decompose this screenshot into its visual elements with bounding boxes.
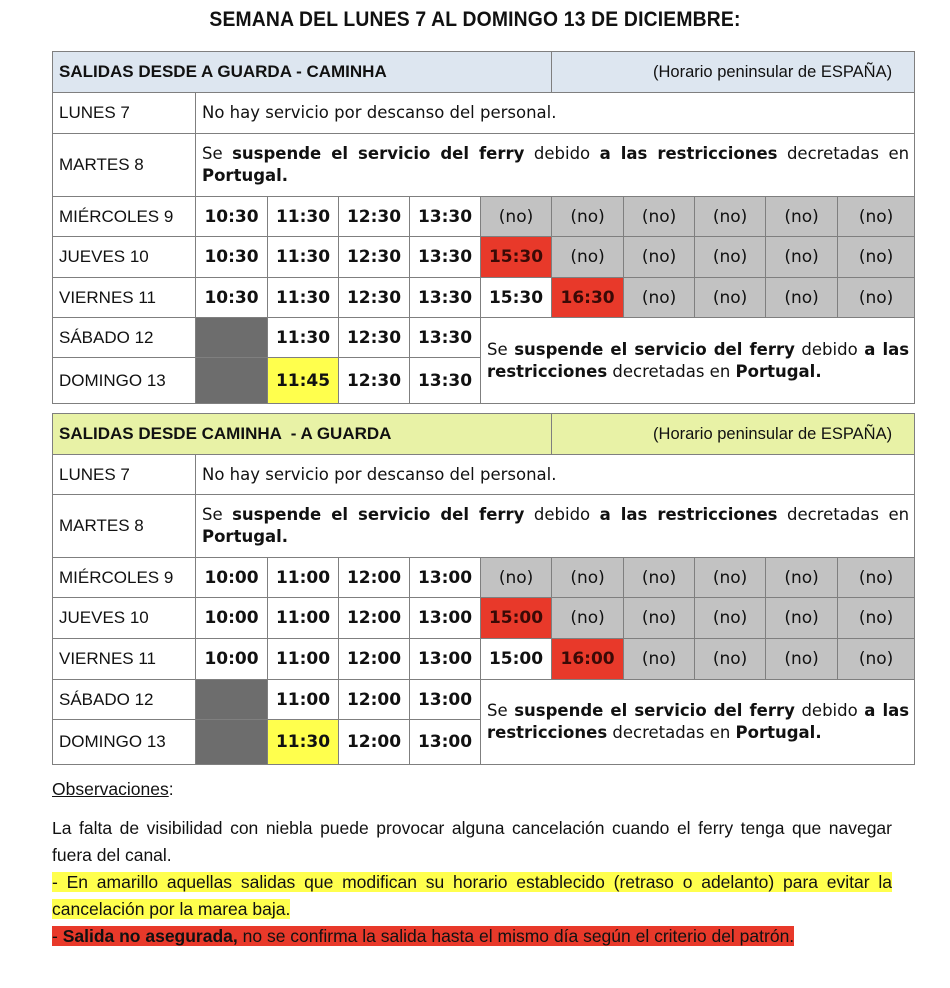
departure-time: 11:30 — [268, 278, 339, 318]
no-departure: (no) — [766, 598, 838, 639]
day-label: LUNES 7 — [53, 455, 196, 495]
departure-time: 11:00 — [268, 558, 339, 598]
departure-time: 12:30 — [339, 318, 410, 358]
unconfirmed-departure: 15:00 — [481, 598, 552, 639]
no-departure: (no) — [695, 278, 766, 318]
no-departure: (no) — [552, 598, 624, 639]
table-row — [53, 680, 915, 720]
blocked-slot — [196, 358, 268, 404]
no-departure: (no) — [624, 558, 695, 598]
departure-time: 15:00 — [481, 639, 552, 680]
table-row — [53, 134, 915, 197]
suspension-message: Se suspende el servicio del ferry debido a las restricciones decretadas en Portugal. — [196, 134, 915, 197]
departure-time: 15:30 — [481, 278, 552, 318]
modified-departure: 11:30 — [268, 720, 339, 765]
departure-time: 11:00 — [268, 598, 339, 639]
departure-time: 11:30 — [268, 197, 339, 237]
no-departure: (no) — [695, 558, 766, 598]
table-row — [53, 639, 915, 680]
departure-time: 13:00 — [410, 680, 481, 720]
no-departure: (no) — [838, 598, 915, 639]
weekend-suspension-message: Se suspende el servicio del ferry debido a las restricciones decretadas en Portugal. — [481, 680, 915, 765]
departure-time: 13:00 — [410, 558, 481, 598]
table-row — [53, 93, 915, 134]
no-departure: (no) — [838, 237, 915, 278]
departure-time: 12:00 — [339, 639, 410, 680]
unconfirmed-departure: 16:00 — [552, 639, 624, 680]
observations-colon: : — [168, 779, 174, 799]
day-label: JUEVES 10 — [53, 598, 196, 639]
departure-time: 12:30 — [339, 278, 410, 318]
departure-time: 13:30 — [410, 358, 481, 404]
no-departure: (no) — [624, 197, 695, 237]
no-departure: (no) — [624, 278, 695, 318]
departure-time: 11:00 — [268, 639, 339, 680]
unconfirmed-departure: 15:30 — [481, 237, 552, 278]
day-label: VIERNES 11 — [53, 278, 196, 318]
departure-time: 13:00 — [410, 720, 481, 765]
table-row — [53, 237, 915, 278]
departure-time: 10:00 — [196, 639, 268, 680]
departure-time: 12:30 — [339, 237, 410, 278]
red-legend-note — [52, 923, 892, 950]
departure-time: 12:30 — [339, 358, 410, 404]
table-row — [53, 455, 915, 495]
table-row — [53, 598, 915, 639]
no-departure: (no) — [695, 197, 766, 237]
route-label: SALIDAS DESDE CAMINHA - A GUARDA — [53, 414, 552, 455]
blocked-slot — [196, 680, 268, 720]
departure-time: 12:00 — [339, 598, 410, 639]
table-row — [53, 495, 915, 558]
no-departure: (no) — [552, 558, 624, 598]
departure-time: 12:00 — [339, 720, 410, 765]
day-label: LUNES 7 — [53, 93, 196, 134]
no-departure: (no) — [695, 639, 766, 680]
blocked-slot — [196, 318, 268, 358]
departure-time: 11:30 — [268, 237, 339, 278]
departure-time: 13:30 — [410, 278, 481, 318]
no-service-message: No hay servicio por descanso del personal. — [196, 455, 915, 495]
yellow-legend-note — [52, 869, 892, 923]
no-departure: (no) — [766, 278, 838, 318]
yellow-highlight: - En amarillo aquellas salidas que modifican su horario establecido (retraso o adelanto) para evitar la cancelación por la marea baja. — [52, 872, 892, 919]
day-label: MARTES 8 — [53, 134, 196, 197]
day-label: VIERNES 11 — [53, 639, 196, 680]
no-departure: (no) — [624, 237, 695, 278]
departure-time: 12:00 — [339, 558, 410, 598]
day-label: MARTES 8 — [53, 495, 196, 558]
departure-time: 13:30 — [410, 318, 481, 358]
modified-departure: 11:45 — [268, 358, 339, 404]
blocked-slot — [196, 720, 268, 765]
departure-time: 10:30 — [196, 237, 268, 278]
departure-time: 10:00 — [196, 558, 268, 598]
observations-heading — [52, 776, 892, 803]
departure-time: 10:30 — [196, 197, 268, 237]
schedule-table-caminha-a-guarda — [52, 413, 915, 765]
weekend-suspension-message: Se suspende el servicio del ferry debido a las restricciones decretadas en Portugal. — [481, 318, 915, 404]
no-departure: (no) — [838, 558, 915, 598]
no-departure: (no) — [481, 558, 552, 598]
timezone-note: (Horario peninsular de ESPAÑA) — [552, 52, 915, 93]
timezone-note: (Horario peninsular de ESPAÑA) — [552, 414, 915, 455]
departure-time: 13:30 — [410, 237, 481, 278]
no-departure: (no) — [624, 639, 695, 680]
day-label: SÁBADO 12 — [53, 680, 196, 720]
no-departure: (no) — [838, 197, 915, 237]
no-service-message: No hay servicio por descanso del personal. — [196, 93, 915, 134]
departure-time: 13:00 — [410, 639, 481, 680]
no-departure: (no) — [695, 598, 766, 639]
observations-body — [52, 815, 892, 950]
no-departure: (no) — [695, 237, 766, 278]
table-row — [53, 197, 915, 237]
route-label: SALIDAS DESDE A GUARDA - CAMINHA — [53, 52, 552, 93]
day-label: MIÉRCOLES 9 — [53, 558, 196, 598]
no-departure: (no) — [766, 558, 838, 598]
departure-time: 13:30 — [410, 197, 481, 237]
departure-time: 11:00 — [268, 680, 339, 720]
no-departure: (no) — [766, 639, 838, 680]
visibility-note: La falta de visibilidad con niebla puede provocar alguna cancelación cuando el ferry tenga que navegar fuera del canal. — [52, 818, 892, 865]
suspension-message: Se suspende el servicio del ferry debido a las restricciones decretadas en Portugal. — [196, 495, 915, 558]
no-departure: (no) — [481, 197, 552, 237]
departure-time: 10:00 — [196, 598, 268, 639]
no-departure: (no) — [552, 197, 624, 237]
departure-time: 11:30 — [268, 318, 339, 358]
no-departure: (no) — [552, 237, 624, 278]
departure-time: 10:30 — [196, 278, 268, 318]
departure-time: 13:00 — [410, 598, 481, 639]
table-row — [53, 318, 915, 358]
no-departure: (no) — [624, 598, 695, 639]
no-departure: (no) — [766, 237, 838, 278]
no-departure: (no) — [838, 639, 915, 680]
unconfirmed-departure: 16:30 — [552, 278, 624, 318]
no-departure: (no) — [766, 197, 838, 237]
schedule-table-a-guarda-caminha — [52, 51, 915, 404]
table-header — [53, 52, 915, 93]
observations-title: Observaciones — [52, 779, 169, 799]
table-header — [53, 414, 915, 455]
day-label: MIÉRCOLES 9 — [53, 197, 196, 237]
day-label: DOMINGO 13 — [53, 720, 196, 765]
day-label: SÁBADO 12 — [53, 318, 196, 358]
page-title: SEMANA DEL LUNES 7 AL DOMINGO 13 DE DICIEMBRE: — [209, 8, 741, 31]
table-row — [53, 558, 915, 598]
day-label: JUEVES 10 — [53, 237, 196, 278]
table-row — [53, 278, 915, 318]
day-label: DOMINGO 13 — [53, 358, 196, 404]
departure-time: 12:30 — [339, 197, 410, 237]
red-highlight: - Salida no asegurada, no se confirma la salida hasta el mismo día según el criterio del patrón. — [52, 926, 795, 946]
no-departure: (no) — [838, 278, 915, 318]
departure-time: 12:00 — [339, 680, 410, 720]
